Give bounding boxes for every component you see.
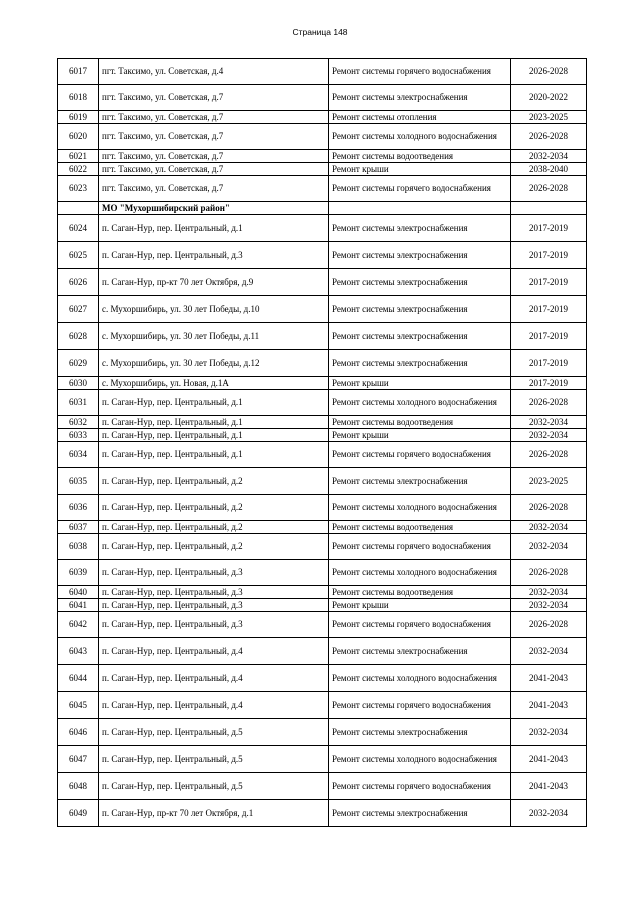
work-type-cell: Ремонт системы холодного водоснабжения (329, 124, 511, 150)
address-cell: п. Саган-Нур, пер. Центральный, д.3 (99, 612, 329, 638)
table-row (58, 442, 587, 468)
work-type-cell: Ремонт системы электроснабжения (329, 242, 511, 269)
address-cell: п. Саган-Нур, пер. Центральный, д.1 (99, 429, 329, 442)
row-number: 6032 (58, 416, 99, 429)
period-cell: 2041-2043 (511, 692, 587, 719)
table-row (58, 599, 587, 612)
period-cell: 2017-2019 (511, 323, 587, 350)
row-number: 6025 (58, 242, 99, 269)
period-cell: 2023-2025 (511, 468, 587, 495)
table-row (58, 296, 587, 323)
table-row (58, 323, 587, 350)
table-row (58, 638, 587, 665)
table-body (58, 59, 587, 827)
address-cell: с. Мухоршибирь, ул. Новая, д.1А (99, 377, 329, 390)
address-cell: п. Саган-Нур, пер. Центральный, д.2 (99, 495, 329, 521)
row-number: 6038 (58, 534, 99, 560)
row-number: 6047 (58, 746, 99, 773)
address-cell: пгт. Таксимо, ул. Советская, д.7 (99, 150, 329, 163)
row-number: 6036 (58, 495, 99, 521)
period-cell: 2023-2025 (511, 111, 587, 124)
work-type-cell: Ремонт системы холодного водоснабжения (329, 495, 511, 521)
period-cell: 2017-2019 (511, 350, 587, 377)
period-cell: 2026-2028 (511, 442, 587, 468)
work-type-cell: Ремонт крыши (329, 599, 511, 612)
address-cell: п. Саган-Нур, пер. Центральный, д.2 (99, 534, 329, 560)
work-type-cell: Ремонт системы горячего водоснабжения (329, 692, 511, 719)
table-row (58, 495, 587, 521)
table-row (58, 692, 587, 719)
period-cell: 2032-2034 (511, 429, 587, 442)
table-row (58, 665, 587, 692)
row-number: 6017 (58, 59, 99, 85)
period-cell: 2041-2043 (511, 773, 587, 800)
work-type-cell: Ремонт крыши (329, 163, 511, 176)
address-cell: п. Саган-Нур, пер. Центральный, д.2 (99, 521, 329, 534)
period-cell: 2026-2028 (511, 612, 587, 638)
period-cell: 2032-2034 (511, 534, 587, 560)
row-number: 6041 (58, 599, 99, 612)
row-number: 6048 (58, 773, 99, 800)
row-number: 6021 (58, 150, 99, 163)
work-type-cell: Ремонт системы водоотведения (329, 586, 511, 599)
table-row (58, 521, 587, 534)
row-number: 6019 (58, 111, 99, 124)
table-row (58, 59, 587, 85)
row-number: 6043 (58, 638, 99, 665)
table-row (58, 773, 587, 800)
address-cell: п. Саган-Нур, пер. Центральный, д.4 (99, 665, 329, 692)
address-cell: с. Мухоршибирь, ул. 30 лет Победы, д.11 (99, 323, 329, 350)
table-row (58, 124, 587, 150)
row-number: 6033 (58, 429, 99, 442)
table-row (58, 612, 587, 638)
period-cell: 2032-2034 (511, 719, 587, 746)
address-cell: п. Саган-Нур, пер. Центральный, д.4 (99, 638, 329, 665)
table-row (58, 163, 587, 176)
row-number: 6049 (58, 800, 99, 827)
row-number (58, 202, 99, 215)
period-cell: 2032-2034 (511, 150, 587, 163)
work-type-cell: Ремонт крыши (329, 377, 511, 390)
row-number: 6024 (58, 215, 99, 242)
period-cell: 2020-2022 (511, 85, 587, 111)
address-cell: с. Мухоршибирь, ул. 30 лет Победы, д.12 (99, 350, 329, 377)
period-cell (511, 202, 587, 215)
section-header-row (58, 202, 587, 215)
work-type-cell: Ремонт системы горячего водоснабжения (329, 442, 511, 468)
address-cell: п. Саган-Нур, пр-кт 70 лет Октября, д.1 (99, 800, 329, 827)
table-row (58, 429, 587, 442)
address-cell: п. Саган-Нур, пер. Центральный, д.3 (99, 586, 329, 599)
row-number: 6046 (58, 719, 99, 746)
address-cell: п. Саган-Нур, пер. Центральный, д.1 (99, 416, 329, 429)
work-type-cell: Ремонт системы электроснабжения (329, 269, 511, 296)
table-row (58, 468, 587, 495)
row-number: 6029 (58, 350, 99, 377)
work-type-cell (329, 202, 511, 215)
address-cell: п. Саган-Нур, пер. Центральный, д.2 (99, 468, 329, 495)
table-row (58, 111, 587, 124)
row-number: 6045 (58, 692, 99, 719)
address-cell: п. Саган-Нур, пер. Центральный, д.5 (99, 773, 329, 800)
work-type-cell: Ремонт системы электроснабжения (329, 296, 511, 323)
row-number: 6035 (58, 468, 99, 495)
address-cell: с. Мухоршибирь, ул. 30 лет Победы, д.10 (99, 296, 329, 323)
work-type-cell: Ремонт системы водоотведения (329, 416, 511, 429)
work-type-cell: Ремонт системы электроснабжения (329, 638, 511, 665)
work-type-cell: Ремонт системы холодного водоснабжения (329, 560, 511, 586)
period-cell: 2017-2019 (511, 377, 587, 390)
row-number: 6027 (58, 296, 99, 323)
period-cell: 2017-2019 (511, 242, 587, 269)
period-cell: 2026-2028 (511, 59, 587, 85)
address-cell: п. Саган-Нур, пр-кт 70 лет Октября, д.9 (99, 269, 329, 296)
work-type-cell: Ремонт системы горячего водоснабжения (329, 612, 511, 638)
row-number: 6034 (58, 442, 99, 468)
work-type-cell: Ремонт системы электроснабжения (329, 215, 511, 242)
address-cell: п. Саган-Нур, пер. Центральный, д.5 (99, 719, 329, 746)
work-type-cell: Ремонт крыши (329, 429, 511, 442)
period-cell: 2032-2034 (511, 586, 587, 599)
table-row (58, 719, 587, 746)
work-type-cell: Ремонт системы горячего водоснабжения (329, 534, 511, 560)
address-cell: пгт. Таксимо, ул. Советская, д.7 (99, 85, 329, 111)
work-type-cell: Ремонт системы электроснабжения (329, 800, 511, 827)
period-cell: 2038-2040 (511, 163, 587, 176)
table-row (58, 215, 587, 242)
period-cell: 2032-2034 (511, 521, 587, 534)
address-cell: пгт. Таксимо, ул. Советская, д.4 (99, 59, 329, 85)
table-row (58, 269, 587, 296)
work-type-cell: Ремонт системы электроснабжения (329, 85, 511, 111)
work-type-cell: Ремонт системы водоотведения (329, 521, 511, 534)
row-number: 6020 (58, 124, 99, 150)
work-type-cell: Ремонт системы горячего водоснабжения (329, 773, 511, 800)
table-row (58, 534, 587, 560)
table-row (58, 560, 587, 586)
address-cell: п. Саган-Нур, пер. Центральный, д.1 (99, 390, 329, 416)
table-row (58, 416, 587, 429)
period-cell: 2026-2028 (511, 124, 587, 150)
work-type-cell: Ремонт системы электроснабжения (329, 719, 511, 746)
period-cell: 2026-2028 (511, 560, 587, 586)
work-type-cell: Ремонт системы отопления (329, 111, 511, 124)
row-number: 6031 (58, 390, 99, 416)
row-number: 6022 (58, 163, 99, 176)
table-row (58, 150, 587, 163)
row-number: 6037 (58, 521, 99, 534)
work-type-cell: Ремонт системы горячего водоснабжения (329, 176, 511, 202)
work-type-cell: Ремонт системы электроснабжения (329, 468, 511, 495)
table-row (58, 800, 587, 827)
period-cell: 2026-2028 (511, 495, 587, 521)
address-cell: п. Саган-Нур, пер. Центральный, д.1 (99, 215, 329, 242)
work-type-cell: Ремонт системы холодного водоснабжения (329, 390, 511, 416)
period-cell: 2026-2028 (511, 390, 587, 416)
row-number: 6040 (58, 586, 99, 599)
address-cell: п. Саган-Нур, пер. Центральный, д.1 (99, 442, 329, 468)
period-cell: 2026-2028 (511, 176, 587, 202)
table-row (58, 85, 587, 111)
work-type-cell: Ремонт системы электроснабжения (329, 323, 511, 350)
period-cell: 2017-2019 (511, 215, 587, 242)
address-cell: п. Саган-Нур, пер. Центральный, д.5 (99, 746, 329, 773)
table-row (58, 350, 587, 377)
period-cell: 2041-2043 (511, 665, 587, 692)
address-cell: пгт. Таксимо, ул. Советская, д.7 (99, 163, 329, 176)
row-number: 6028 (58, 323, 99, 350)
table-row (58, 586, 587, 599)
period-cell: 2032-2034 (511, 638, 587, 665)
row-number: 6039 (58, 560, 99, 586)
table-row (58, 176, 587, 202)
period-cell: 2032-2034 (511, 416, 587, 429)
row-number: 6042 (58, 612, 99, 638)
address-cell: п. Саган-Нур, пер. Центральный, д.3 (99, 560, 329, 586)
address-cell: пгт. Таксимо, ул. Советская, д.7 (99, 111, 329, 124)
work-type-cell: Ремонт системы холодного водоснабжения (329, 746, 511, 773)
address-cell: п. Саган-Нур, пер. Центральный, д.3 (99, 242, 329, 269)
address-cell: п. Саган-Нур, пер. Центральный, д.3 (99, 599, 329, 612)
table-row (58, 746, 587, 773)
period-cell: 2017-2019 (511, 296, 587, 323)
row-number: 6018 (58, 85, 99, 111)
page-number: Страница 148 (292, 27, 348, 37)
repair-schedule-table (57, 58, 587, 827)
address-cell: пгт. Таксимо, ул. Советская, д.7 (99, 124, 329, 150)
period-cell: 2041-2043 (511, 746, 587, 773)
row-number: 6026 (58, 269, 99, 296)
period-cell: 2032-2034 (511, 599, 587, 612)
period-cell: 2017-2019 (511, 269, 587, 296)
row-number: 6044 (58, 665, 99, 692)
work-type-cell: Ремонт системы горячего водоснабжения (329, 59, 511, 85)
work-type-cell: Ремонт системы электроснабжения (329, 350, 511, 377)
work-type-cell: Ремонт системы холодного водоснабжения (329, 665, 511, 692)
table-row (58, 242, 587, 269)
row-number: 6030 (58, 377, 99, 390)
table-row (58, 377, 587, 390)
address-cell: п. Саган-Нур, пер. Центральный, д.4 (99, 692, 329, 719)
row-number: 6023 (58, 176, 99, 202)
address-cell: пгт. Таксимо, ул. Советская, д.7 (99, 176, 329, 202)
period-cell: 2032-2034 (511, 800, 587, 827)
address-cell: МО "Мухоршибирский район" (99, 202, 329, 215)
table-row (58, 390, 587, 416)
work-type-cell: Ремонт системы водоотведения (329, 150, 511, 163)
